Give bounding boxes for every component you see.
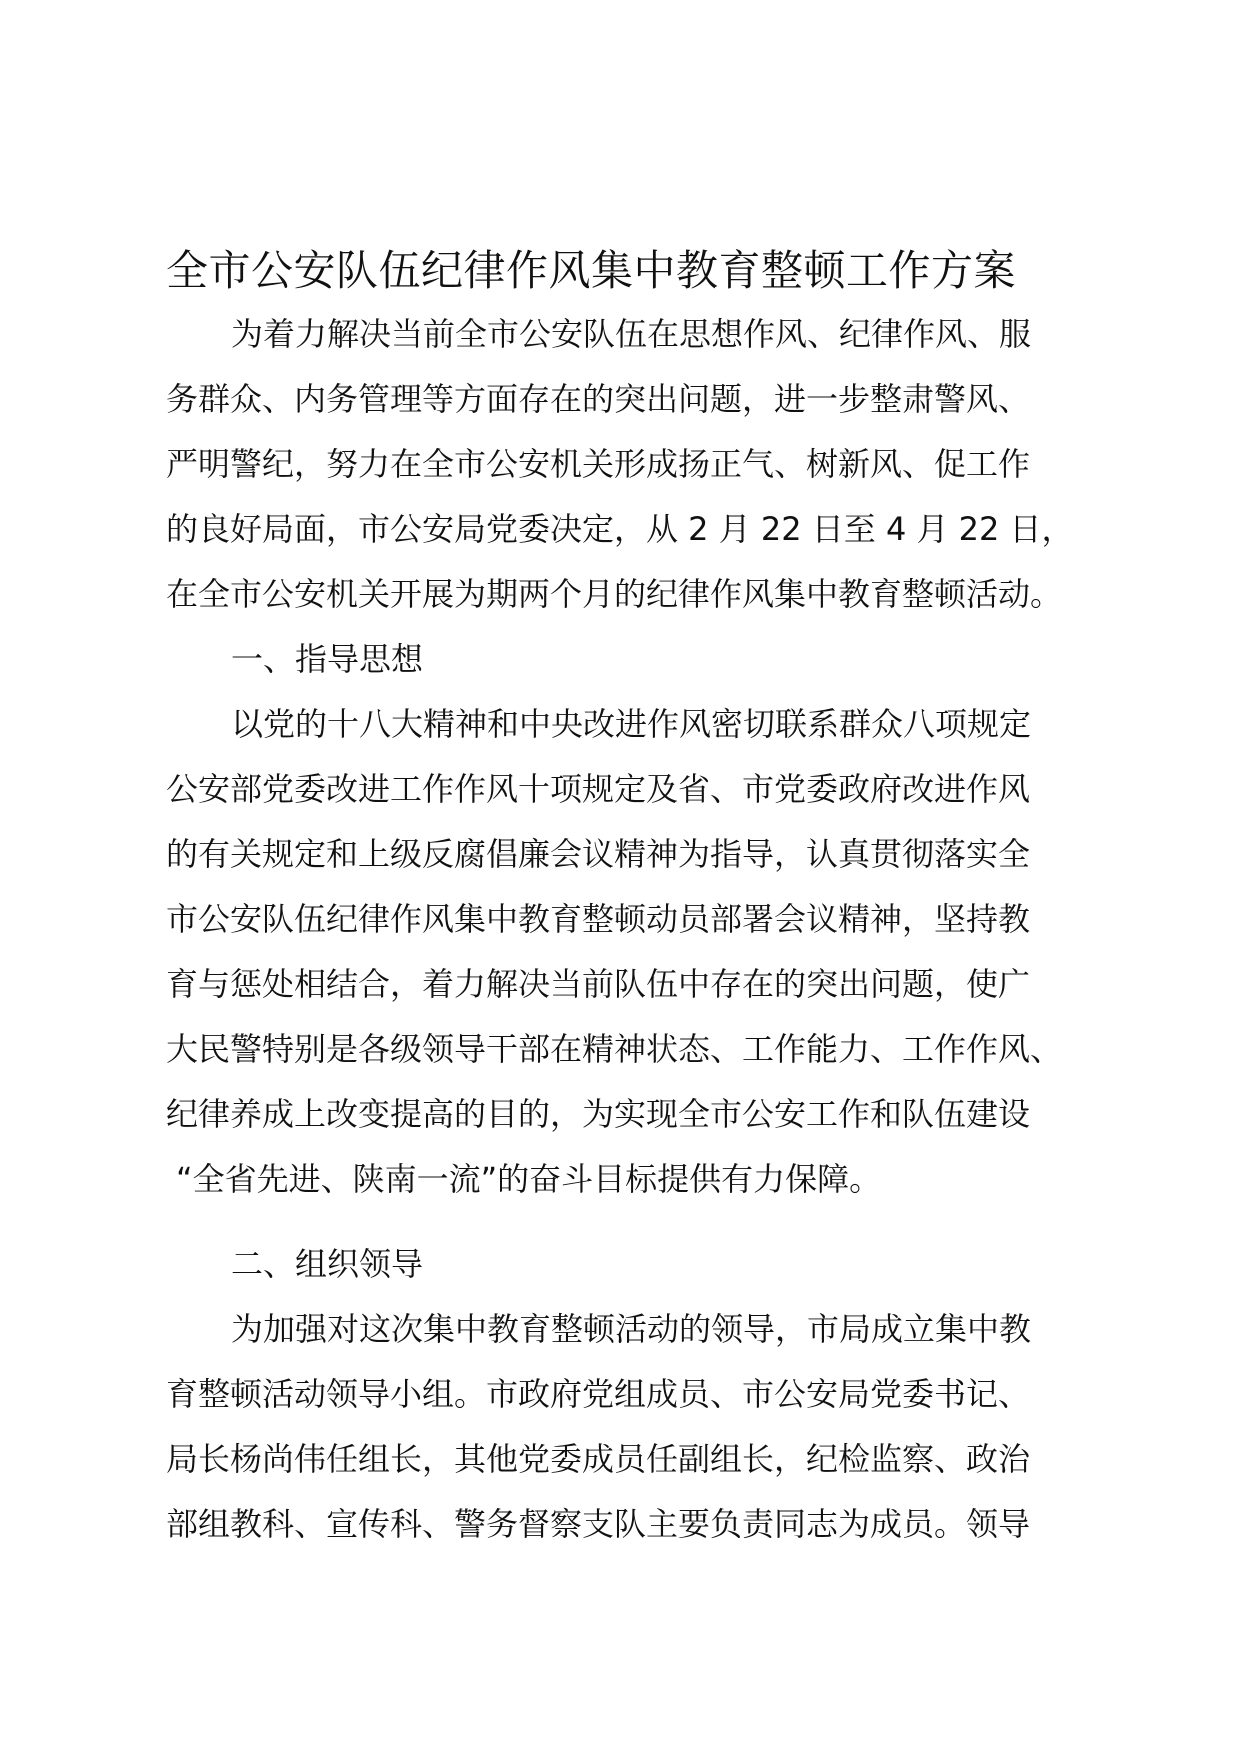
paragraph-line: 部组教科、宣传科、警务督察支队主要负责同志为成员。领导: [166, 1505, 1031, 1543]
paragraph-line: 在全市公安机关开展为期两个月的纪律作风集中教育整顿活动。: [166, 575, 1063, 613]
paragraph-line: 为着力解决当前全市公安队伍在思想作风、纪律作风、服: [231, 315, 1032, 353]
paragraph-line: 育与惩处相结合，着力解决当前队伍中存在的突出问题，使广: [166, 965, 1031, 1003]
paragraph-line: 育整顿活动领导小组。市政府党组成员、市公安局党委书记、: [166, 1375, 1031, 1413]
paragraph-line: 的有关规定和上级反腐倡廉会议精神为指导，认真贯彻落实全: [166, 835, 1031, 873]
paragraph-line: 为加强对这次集中教育整顿活动的领导，市局成立集中教: [231, 1310, 1032, 1348]
intro-paragraph: [166, 302, 1091, 627]
section-heading-organization: [166, 1232, 1091, 1297]
paragraph-line: 公安部党委改进工作作风十项规定及省、市党委政府改进作风: [166, 770, 1031, 808]
paragraph-line: 大民警特别是各级领导干部在精神状态、工作能力、工作作风、: [166, 1030, 1063, 1068]
paragraph-line: “全省先进、陕南一流”的奋斗目标提供有力保障。: [176, 1160, 882, 1198]
section-heading: 一、指导思想: [231, 640, 424, 678]
section-heading-guiding-ideology: [166, 627, 1091, 692]
paragraph-line: 市公安队伍纪律作风集中教育整顿动员部署会议精神，坚持教: [166, 900, 1031, 938]
paragraph-line: 纪律养成上改变提高的目的，为实现全市公安工作和队伍建设: [166, 1095, 1031, 1133]
document-title: 全市公安队伍纪律作风集中教育整顿工作方案: [166, 246, 1017, 295]
paragraph-line: 严明警纪，努力在全市公安机关形成扬正气、树新风、促工作: [166, 445, 1031, 483]
guiding-ideology-paragraph: [166, 692, 1091, 1212]
document-body: [166, 240, 1091, 1557]
organization-paragraph: [166, 1297, 1091, 1557]
paragraph-line: 以党的十八大精神和中央改进作风密切联系群众八项规定: [231, 705, 1032, 743]
section-heading: 二、组织领导: [231, 1245, 424, 1283]
paragraph-line: 的良好局面，市公安局党委决定，从 2 月 22 日至 4 月 22 日，: [166, 510, 1074, 548]
paragraph-line: 局长杨尚伟任组长，其他党委成员任副组长，纪检监察、政治: [166, 1440, 1031, 1478]
paragraph-line: 务群众、内务管理等方面存在的突出问题，进一步整肃警风、: [166, 380, 1031, 418]
